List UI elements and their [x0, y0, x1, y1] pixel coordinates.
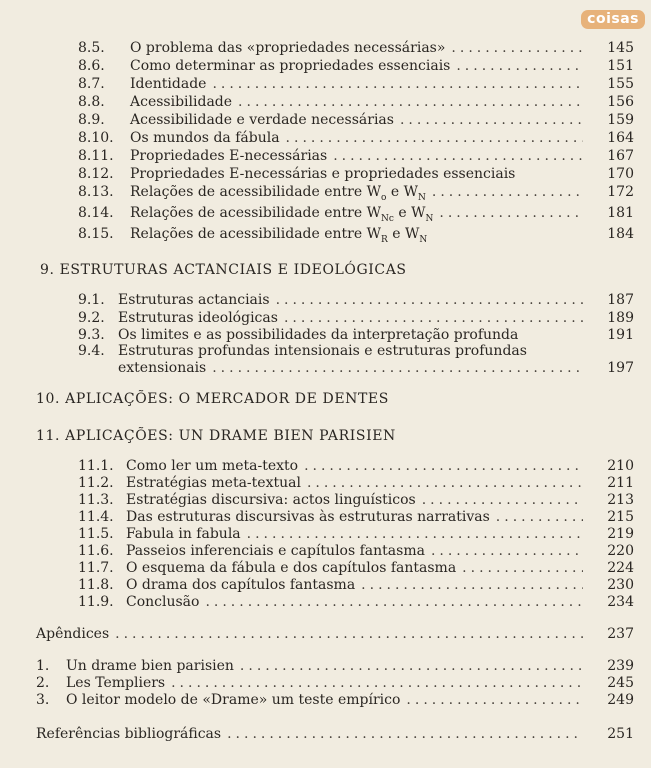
entry-number: 11.2.	[78, 475, 114, 491]
coisas-badge: coisas	[581, 10, 645, 29]
entry-number: 11.9.	[78, 594, 114, 610]
entry-page: 224	[607, 560, 634, 576]
entry-title: Propriedades E-necessárias	[130, 148, 328, 164]
toc-entry[interactable]	[78, 226, 583, 244]
toc-entry[interactable]	[78, 94, 583, 112]
entry-page: 249	[607, 692, 634, 708]
entry-page: 219	[607, 526, 634, 542]
entry-page: 220	[607, 543, 634, 559]
leader-dots	[212, 76, 583, 92]
toc-entry[interactable]	[78, 184, 583, 202]
leader-dots	[304, 458, 583, 474]
entry-title: Acessibilidade e verdade necessárias	[130, 112, 394, 128]
entry-page: 230	[607, 577, 634, 593]
toc-entry[interactable]	[78, 343, 583, 361]
entry-page: 237	[607, 626, 634, 642]
entry-number: 8.15.	[78, 226, 114, 242]
toc-entry[interactable]	[78, 40, 583, 58]
entry-title: Passeios inferenciais e capítulos fantasma	[126, 543, 425, 559]
entry-title: Relações de acessibilidade entre $W_R$ e $W_N$	[130, 226, 428, 245]
entry-number: 11.5.	[78, 526, 114, 542]
entry-page: 210	[607, 458, 634, 474]
toc-entry[interactable]	[78, 112, 583, 130]
leader-dots	[212, 360, 583, 376]
entry-number: 11.1.	[78, 458, 114, 474]
entry-number: 3.	[36, 692, 50, 708]
entry-title: Les Templiers	[66, 675, 166, 691]
leader-dots	[431, 543, 583, 559]
entry-number: 8.12.	[78, 166, 114, 182]
toc-entry[interactable]	[78, 166, 583, 184]
entry-title: extensionais	[118, 360, 207, 376]
toc-entry[interactable]	[78, 526, 583, 544]
entry-number: 8.10.	[78, 130, 114, 146]
toc-entry[interactable]	[36, 658, 583, 676]
entry-title: Das estruturas discursivas às estruturas narrativas	[126, 509, 490, 525]
entry-page: 215	[607, 509, 634, 525]
toc-entry-references[interactable]	[36, 726, 583, 744]
toc-entry-continuation	[118, 360, 583, 378]
toc-entry[interactable]	[78, 509, 583, 527]
leader-dots	[284, 310, 583, 326]
leader-dots	[171, 675, 583, 691]
entry-number: 8.7.	[78, 76, 105, 92]
entry-page: 159	[607, 112, 634, 128]
entry-title: Estratégias meta-textual	[126, 475, 301, 491]
entry-page: 189	[607, 310, 634, 326]
entry-page: 187	[607, 292, 634, 308]
leader-dots	[451, 40, 583, 56]
chapter-11-heading[interactable]: 11. APLICAÇÕES: UN DRAME BIEN PARISIEN	[36, 428, 396, 444]
entry-number: 9.1.	[78, 292, 105, 308]
entry-title: Estruturas actanciais	[118, 292, 270, 308]
entry-number: 8.8.	[78, 94, 105, 110]
leader-dots	[400, 112, 583, 128]
entry-title: Estruturas ideológicas	[118, 310, 278, 326]
entry-page: 181	[607, 205, 634, 221]
entry-page: 145	[607, 40, 634, 56]
entry-title: Un drame bien parisien	[66, 658, 234, 674]
entry-title: O drama dos capítulos fantasma	[126, 577, 356, 593]
leader-dots	[333, 148, 583, 164]
entry-page: 211	[607, 475, 634, 491]
entry-number: 8.11.	[78, 148, 114, 164]
entry-page: 197	[607, 360, 634, 376]
toc-entry[interactable]	[78, 148, 583, 166]
toc-entry[interactable]	[78, 292, 583, 310]
entry-page: 191	[607, 327, 634, 343]
entry-number: 8.9.	[78, 112, 105, 128]
toc-entry[interactable]	[78, 58, 583, 76]
entry-number: 1.	[36, 658, 50, 674]
leader-dots	[456, 58, 583, 74]
entry-title: Propriedades E-necessárias e propriedades essenciais	[130, 166, 516, 182]
toc-entry[interactable]	[78, 458, 583, 476]
entry-number: 8.13.	[78, 184, 114, 200]
entry-page: 251	[607, 726, 634, 742]
leader-dots	[238, 94, 583, 110]
entry-page: 172	[607, 184, 634, 200]
entry-number: 9.2.	[78, 310, 105, 326]
entry-number: 11.3.	[78, 492, 114, 508]
leader-dots	[205, 594, 583, 610]
entry-page: 184	[607, 226, 634, 242]
entry-number: 11.4.	[78, 509, 114, 525]
toc-entry[interactable]	[78, 310, 583, 328]
chapter-10-heading[interactable]: 10. APLICAÇÕES: O MERCADOR DE DENTES	[36, 391, 389, 407]
leader-dots	[240, 658, 583, 674]
toc-entry[interactable]	[78, 205, 583, 223]
leader-dots	[361, 577, 583, 593]
leader-dots	[227, 726, 583, 742]
entry-page: 239	[607, 658, 634, 674]
entry-number: 11.7.	[78, 560, 114, 576]
entry-page: 167	[607, 148, 634, 164]
toc-entry[interactable]	[78, 492, 583, 510]
leader-dots	[406, 692, 583, 708]
leader-dots	[432, 184, 583, 200]
entry-page: 213	[607, 492, 634, 508]
entry-title: Relações de acessibilidade entre $W_o$ e $W_N$	[130, 184, 426, 203]
entry-title: Referências bibliográficas	[36, 726, 222, 742]
entry-title: Identidade	[130, 76, 207, 92]
entry-title: Os limites e as possibilidades da interpretação profunda	[118, 327, 519, 343]
entry-number: 9.4.	[78, 343, 105, 359]
toc-entry[interactable]	[78, 577, 583, 595]
entry-title: O problema das «propriedades necessárias»	[130, 40, 446, 56]
entry-title: Fabula in fabula	[126, 526, 241, 542]
leader-dots	[276, 292, 583, 308]
entry-title: Como determinar as propriedades essenciais	[130, 58, 451, 74]
entry-title: Os mundos da fábula	[130, 130, 280, 146]
toc-entry[interactable]	[78, 130, 583, 148]
entry-number: 8.6.	[78, 58, 105, 74]
entry-number: 8.5.	[78, 40, 105, 56]
entry-title: Estratégias discursiva: actos linguísticos	[126, 492, 416, 508]
entry-title: Como ler um meta-texto	[126, 458, 299, 474]
entry-number: 11.8.	[78, 577, 114, 593]
leader-dots	[115, 626, 583, 642]
entry-page: 245	[607, 675, 634, 691]
leader-dots	[462, 560, 583, 576]
leader-dots	[422, 492, 583, 508]
entry-title: Apêndices	[36, 626, 110, 642]
toc-entry[interactable]	[36, 692, 583, 710]
toc-entry[interactable]	[78, 543, 583, 561]
entry-title: O leitor modelo de «Drame» um teste empírico	[66, 692, 401, 708]
entry-title: O esquema da fábula e dos capítulos fantasma	[126, 560, 457, 576]
leader-dots	[307, 475, 583, 491]
entry-number: 2.	[36, 675, 50, 691]
entry-title: Estruturas profundas intensionais e estruturas profundas	[118, 343, 527, 359]
toc-entry-appendices[interactable]	[36, 626, 583, 644]
entry-title: Relações de acessibilidade entre $W_{Nc}$ e $W_N$	[130, 205, 434, 224]
entry-number: 9.3.	[78, 327, 105, 343]
entry-page: 156	[607, 94, 634, 110]
toc-entry[interactable]	[78, 594, 583, 612]
entry-title: Acessibilidade	[130, 94, 233, 110]
entry-title: Conclusão	[126, 594, 200, 610]
entry-page: 155	[607, 76, 634, 92]
entry-page: 234	[607, 594, 634, 610]
toc-entry[interactable]	[78, 475, 583, 493]
toc-entry[interactable]	[36, 675, 583, 693]
entry-page: 151	[607, 58, 634, 74]
leader-dots	[496, 509, 583, 525]
leader-dots	[247, 526, 583, 542]
toc-entry[interactable]	[78, 560, 583, 578]
toc-entry[interactable]	[78, 76, 583, 94]
entry-number: 8.14.	[78, 205, 114, 221]
entry-page: 164	[607, 130, 634, 146]
entry-page: 170	[607, 166, 634, 182]
leader-dots	[286, 130, 583, 146]
entry-number: 11.6.	[78, 543, 114, 559]
chapter-9-heading[interactable]: 9. ESTRUTURAS ACTANCIAIS E IDEOLÓGICAS	[40, 262, 407, 278]
leader-dots	[439, 205, 583, 221]
